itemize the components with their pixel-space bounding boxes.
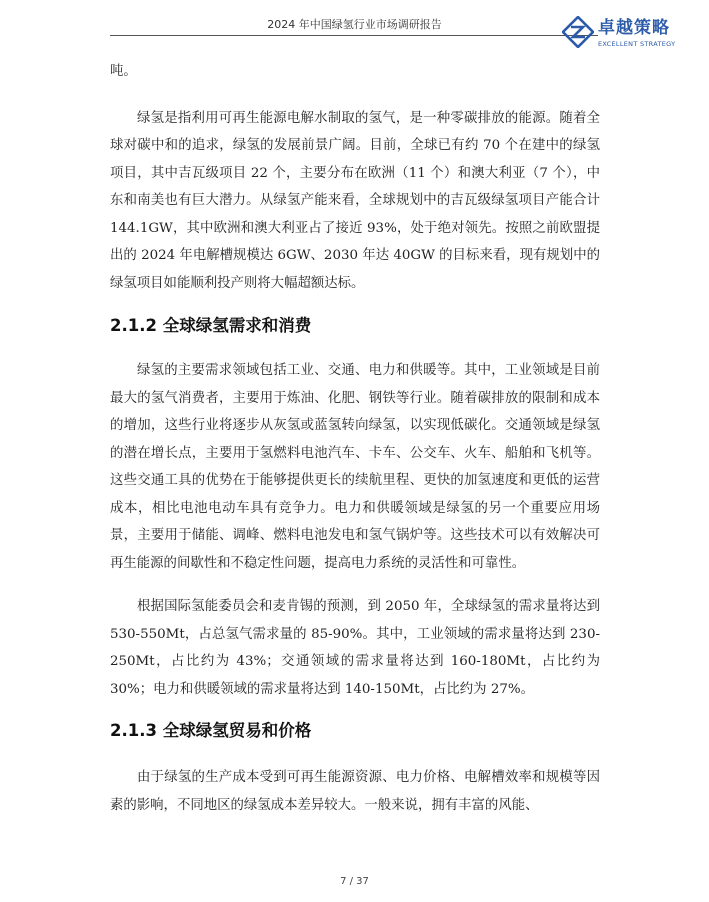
logo-icon xyxy=(562,16,594,48)
paragraph-demand-fields: 绿氢的主要需求领域包括工业、交通、电力和供暖等。其中，工业领域是目前最大的氢气消费者，主要用于炼油、化肥、钢铁等行业。随着碳排放的限制和成本的增加，这些行业将逐步从灰氢或蓝氢转向绿氢，以实现低碳化。交通领域是绿氢的潜在增长点，主要用于氢燃料电池汽车、卡车、公交车、火车、船舶和飞机等。这些交通工具的优势在于能够提供更长的续航里程、更快的加氢速度和更低的运营成本，相比电池电动车具有竞争力。电力和供暖领域是绿氢的另一个重要应用场景，主要用于储能、调峰、燃料电池发电和氢气锅炉等。这些技术可以有效解决可再生能源的间歇性和不稳定性问题，提高电力系统的灵活性和可靠性。 xyxy=(110,363,600,571)
company-logo xyxy=(562,14,682,54)
paragraph-green-hydrogen-overview: 绿氢是指利用可再生能源电解水制取的氢气，是一种零碳排放的能源。随着全球对碳中和的追求，绿氢的发展前景广阔。目前，全球已有约 70 个在建中的绿氢项目，其中吉瓦级项目 22 个，主要分布在欧洲（11 个）和澳大利亚（7 个），中东和南美也有巨大潜力。从绿氢产能来看，全球规划中的吉瓦级绿氢项目产能合计 144.1GW，其中欧洲和澳大利亚占了接近 93%，处于绝对领先。按照之前欧盟提出的 2024 年电解槽规模达 6GW、2030 年达 40GW 的目标来看，现有规划中的绿氢项目如能顺利投产则将大幅超额达标。 xyxy=(110,110,600,291)
document-body xyxy=(110,58,600,819)
page-number: 7 / 37 xyxy=(340,876,369,887)
paragraph-trade-and-price: 由于绿氢的生产成本受到可再生能源资源、电力价格、电解槽效率和规模等因素的影响，不同地区的绿氢成本差异较大。一般来说，拥有丰富的风能、 xyxy=(110,770,600,813)
logo-name-en: EXCELLENT STRATEGY xyxy=(598,40,676,48)
paragraph-demand-forecast: 根据国际氢能委员会和麦肯锡的预测，到 2050 年，全球绿氢的需求量将达到 530-550Mt，占总氢气需求量的 85-90%。其中，工业领域的需求量将达到 230-250Mt，占比约为 43%；交通领域的需求量将达到 160-180Mt，占比约为 30%；电力和供暖领域的需求量将达到 140-150Mt，占比约为 27%。 xyxy=(110,599,600,697)
header-title: 2024 年中国绿氢行业市场调研报告 xyxy=(267,18,442,31)
continued-text: 吨。 xyxy=(110,64,137,79)
logo-name-cn: 卓越策略 xyxy=(598,18,670,38)
header-divider xyxy=(110,35,598,36)
section-heading-2-1-2: 2.1.2 全球绿氢需求和消费 xyxy=(110,316,312,335)
section-heading-2-1-3: 2.1.3 全球绿氢贸易和价格 xyxy=(110,721,312,740)
